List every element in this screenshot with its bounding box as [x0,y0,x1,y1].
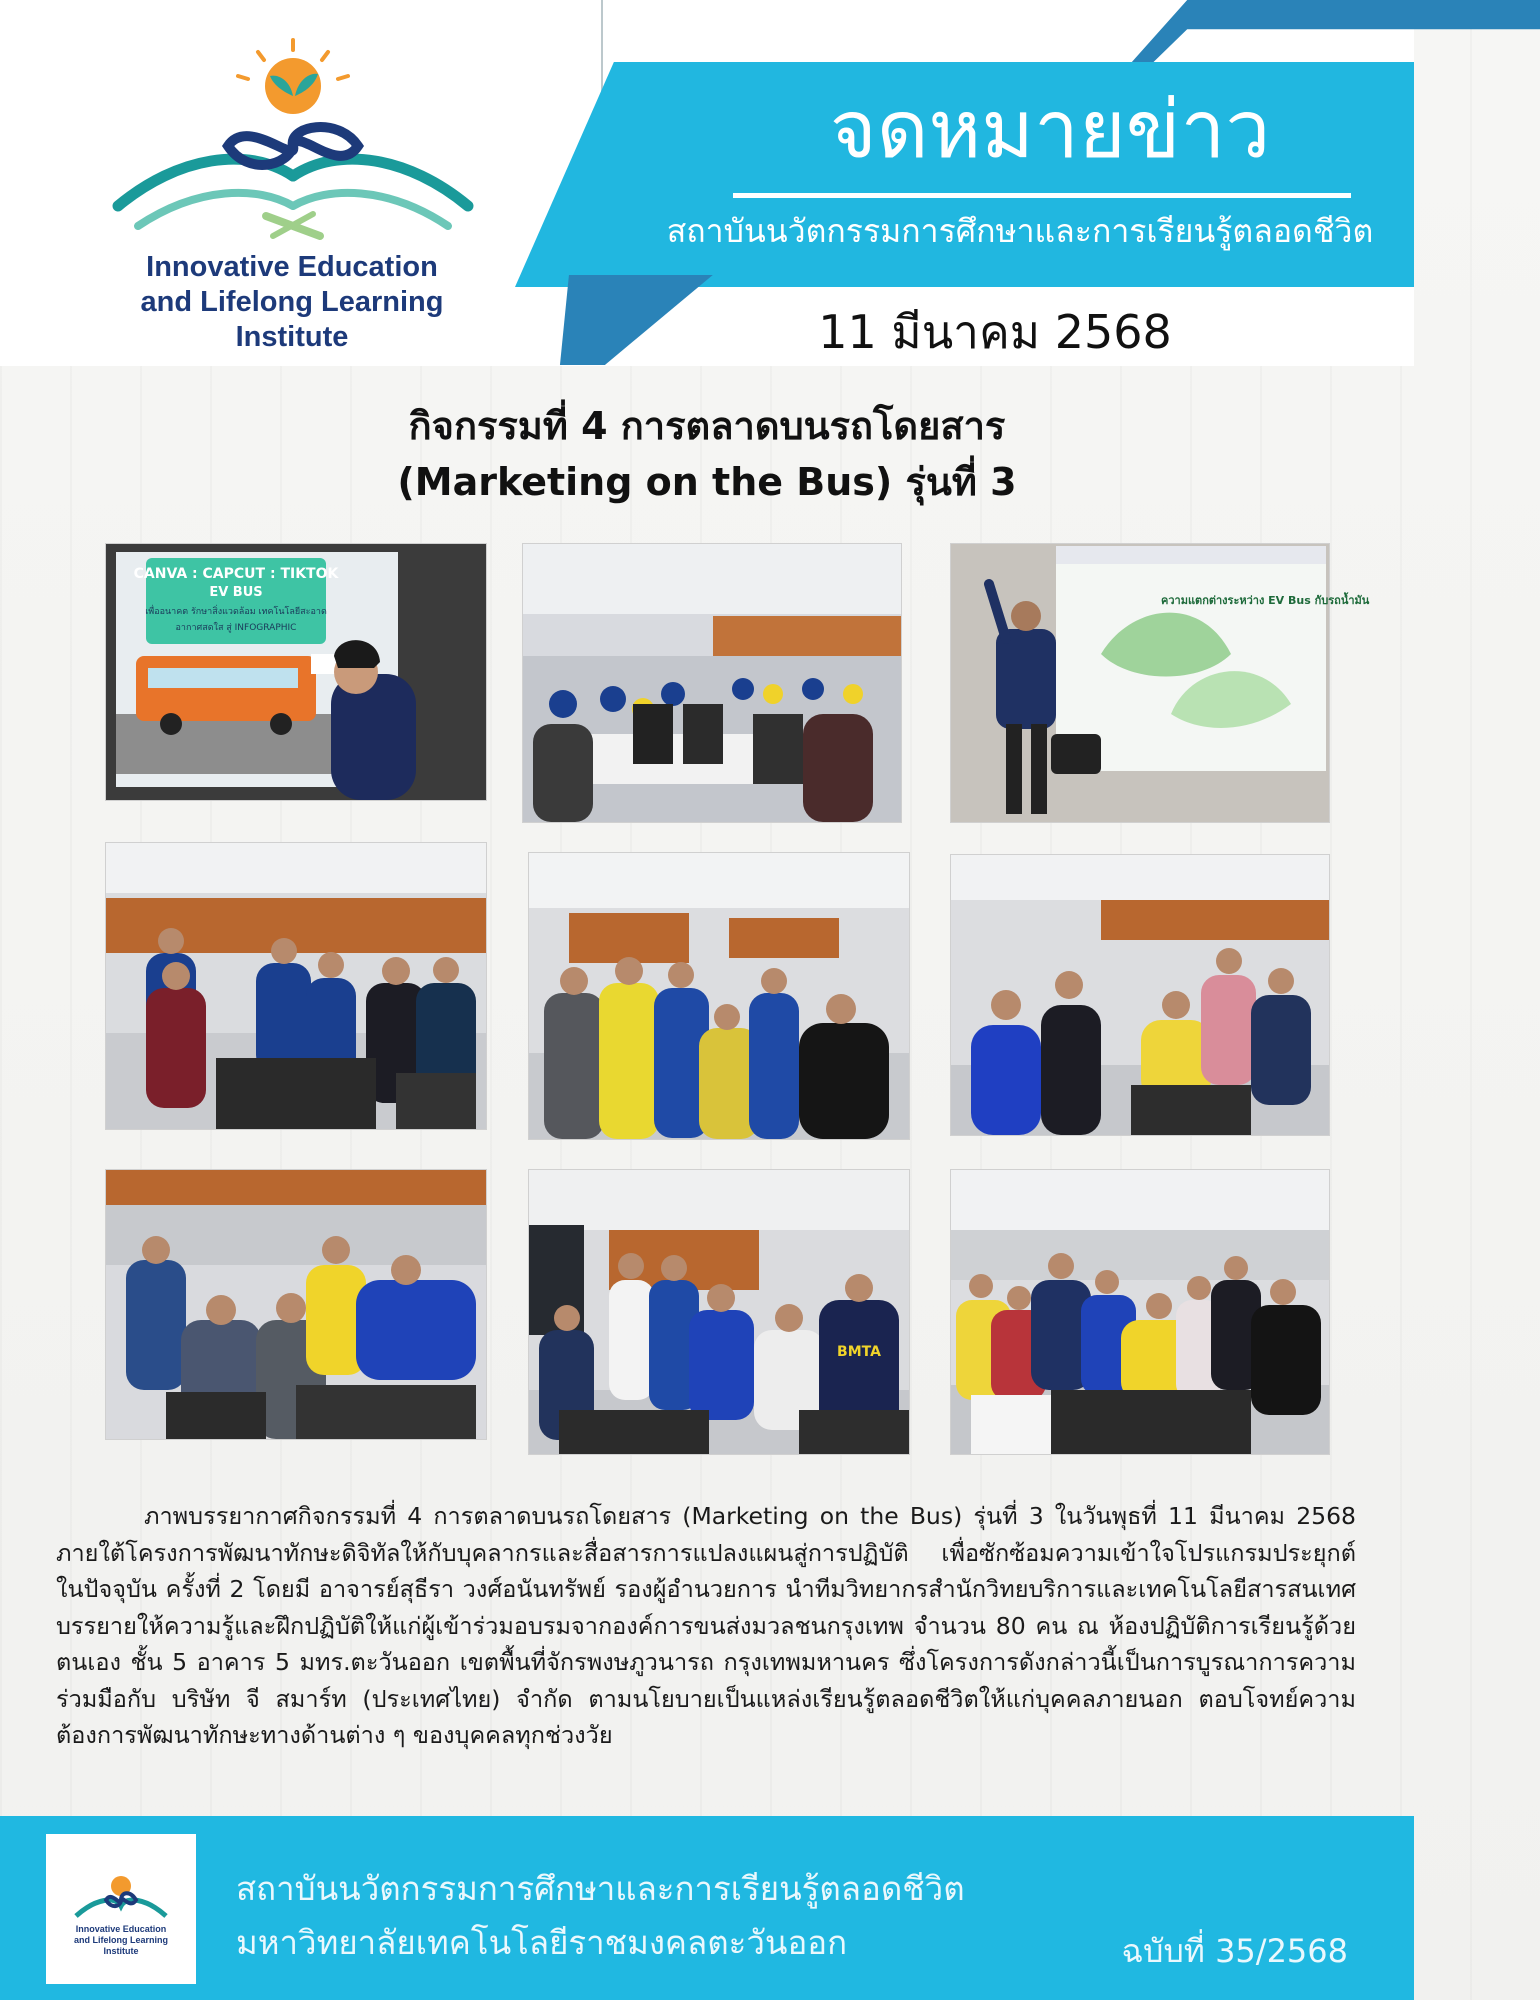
article-body: ภาพบรรยากาศกิจกรรมที่ 4 การตลาดบนรถโดยสาร (Marketing on the Bus) รุ่นที่ 3 ในวันพุธที่ 11 มีนาคม 2568 ภายใต้โครงการพัฒนาทักษะดิจิทัลให้กับบุคลากรและสื่อสารการแปลงแผนสู่การปฏิบัติ เพื่อซักซ้อมความเข้าใจโปรแกรมประยุกต์ในปัจจุบัน ครั้งที่ 2 โดยมี อาจารย์สุธีรา วงศ์อนันทรัพย์ รองผู้อำนวยการ นำทีมวิทยากรสำนักวิทยบริการและเทคโนโลยีสารสนเทศบรรยายให้ความรู้และฝึกปฏิบัติให้แก่ผู้เข้าร่วมอบรมจากองค์การขนส่งมวลชนกรุงเทพ จำนวน 80 คน ณ ห้องปฏิบัติการเรียนรู้ด้วยตนเอง ชั้น 5 อาคาร 5 มทร.ตะวันออก เขตพื้นที่จักรพงษภูวนารถ กรุงเทพมหานคร ซึ่งโครงการดังกล่าวนี้เป็นการบูรณาการความร่วมมือกับ บริษัท จี สมาร์ท (ประเทศไทย) จำกัด ตามนโยบายเป็นแหล่งเรียนรู้ตลอดชีวิตให้แก่บุคคลภายนอก ตอบโจทย์ความต้องการพัฒนาทักษะทางด้านต่าง ๆ ของบุคคลทุกช่วงวัย [56,1502,1356,1749]
footer-university-name: มหาวิทยาลัยเทคโนโลยีราชมงคลตะวันออก [236,1923,848,1962]
headline-line-1: กิจกรรมที่ 4 การตลาดบนรถโดยสาร [408,404,1006,448]
bus-illustration [136,656,316,721]
photo-participants-group-2 [528,852,910,1140]
logo-text-line: Innovative Education [146,251,438,283]
slide-subtitle: EV BUS [209,585,263,600]
photo-computer-lab [522,543,902,823]
slide-tagline-2: อากาศสดใส สู่ INFOGRAPHIC [175,623,297,633]
photo-speaker-screen [950,543,1370,823]
headline-line-2: (Marketing on the Bus) รุ่นที่ 3 [397,460,1017,504]
slide-title: CANVA : CAPCUT : TIKTOK [133,566,339,582]
issue-number: ฉบับที่ 35/2568 [1121,1932,1348,1970]
photo-participants-group-3 [950,854,1330,1136]
slide-tagline: เพื่ออนาคต รักษาสิ่งแวดล้อม เทคโนโลยีสะอาด [145,607,327,617]
photo-presenter-slide [105,543,487,801]
masthead [0,0,1414,366]
screen-heading: ความแตกต่างระหว่าง EV Bus กับรถน้ำมัน [1161,594,1370,607]
issue-date: 11 มีนาคม 2568 [818,305,1172,359]
logo-text-line: Institute [235,321,349,353]
sun-icon [238,40,348,114]
footer-logo-text-1: Innovative Education [75,1924,167,1934]
footer-logo [46,1834,196,1984]
photo-hands-on-3 [950,1169,1330,1455]
logo-text-line: and Lifelong Learning [140,286,444,318]
newsletter-title: จดหมายข่าว [829,83,1271,176]
footer-institute-name: สถาบันนวัตกรรมการศึกษาและการเรียนรู้ตลอดชีวิต [236,1869,965,1908]
footer-logo-text-3: Institute [103,1946,139,1956]
photo-hands-on-2 [528,1169,910,1455]
footer [0,1816,1414,2000]
title-underline [733,193,1351,198]
pencil-icon [266,214,320,236]
open-book-icon [118,127,468,226]
logo-wordmark [92,250,492,355]
photo-hands-on-1 [105,1169,487,1440]
footer-logo-text-2: and Lifelong Learning [74,1935,168,1945]
footer-logo-mark [46,1834,196,1984]
bmta-shirt-label: BMTA [837,1344,881,1360]
institute-name: สถาบันนวัตกรรมการศึกษาและการเรียนรู้ตลอดชีวิต [666,212,1374,250]
photo-participants-group-1 [105,842,487,1130]
activity-headline [0,398,1414,510]
